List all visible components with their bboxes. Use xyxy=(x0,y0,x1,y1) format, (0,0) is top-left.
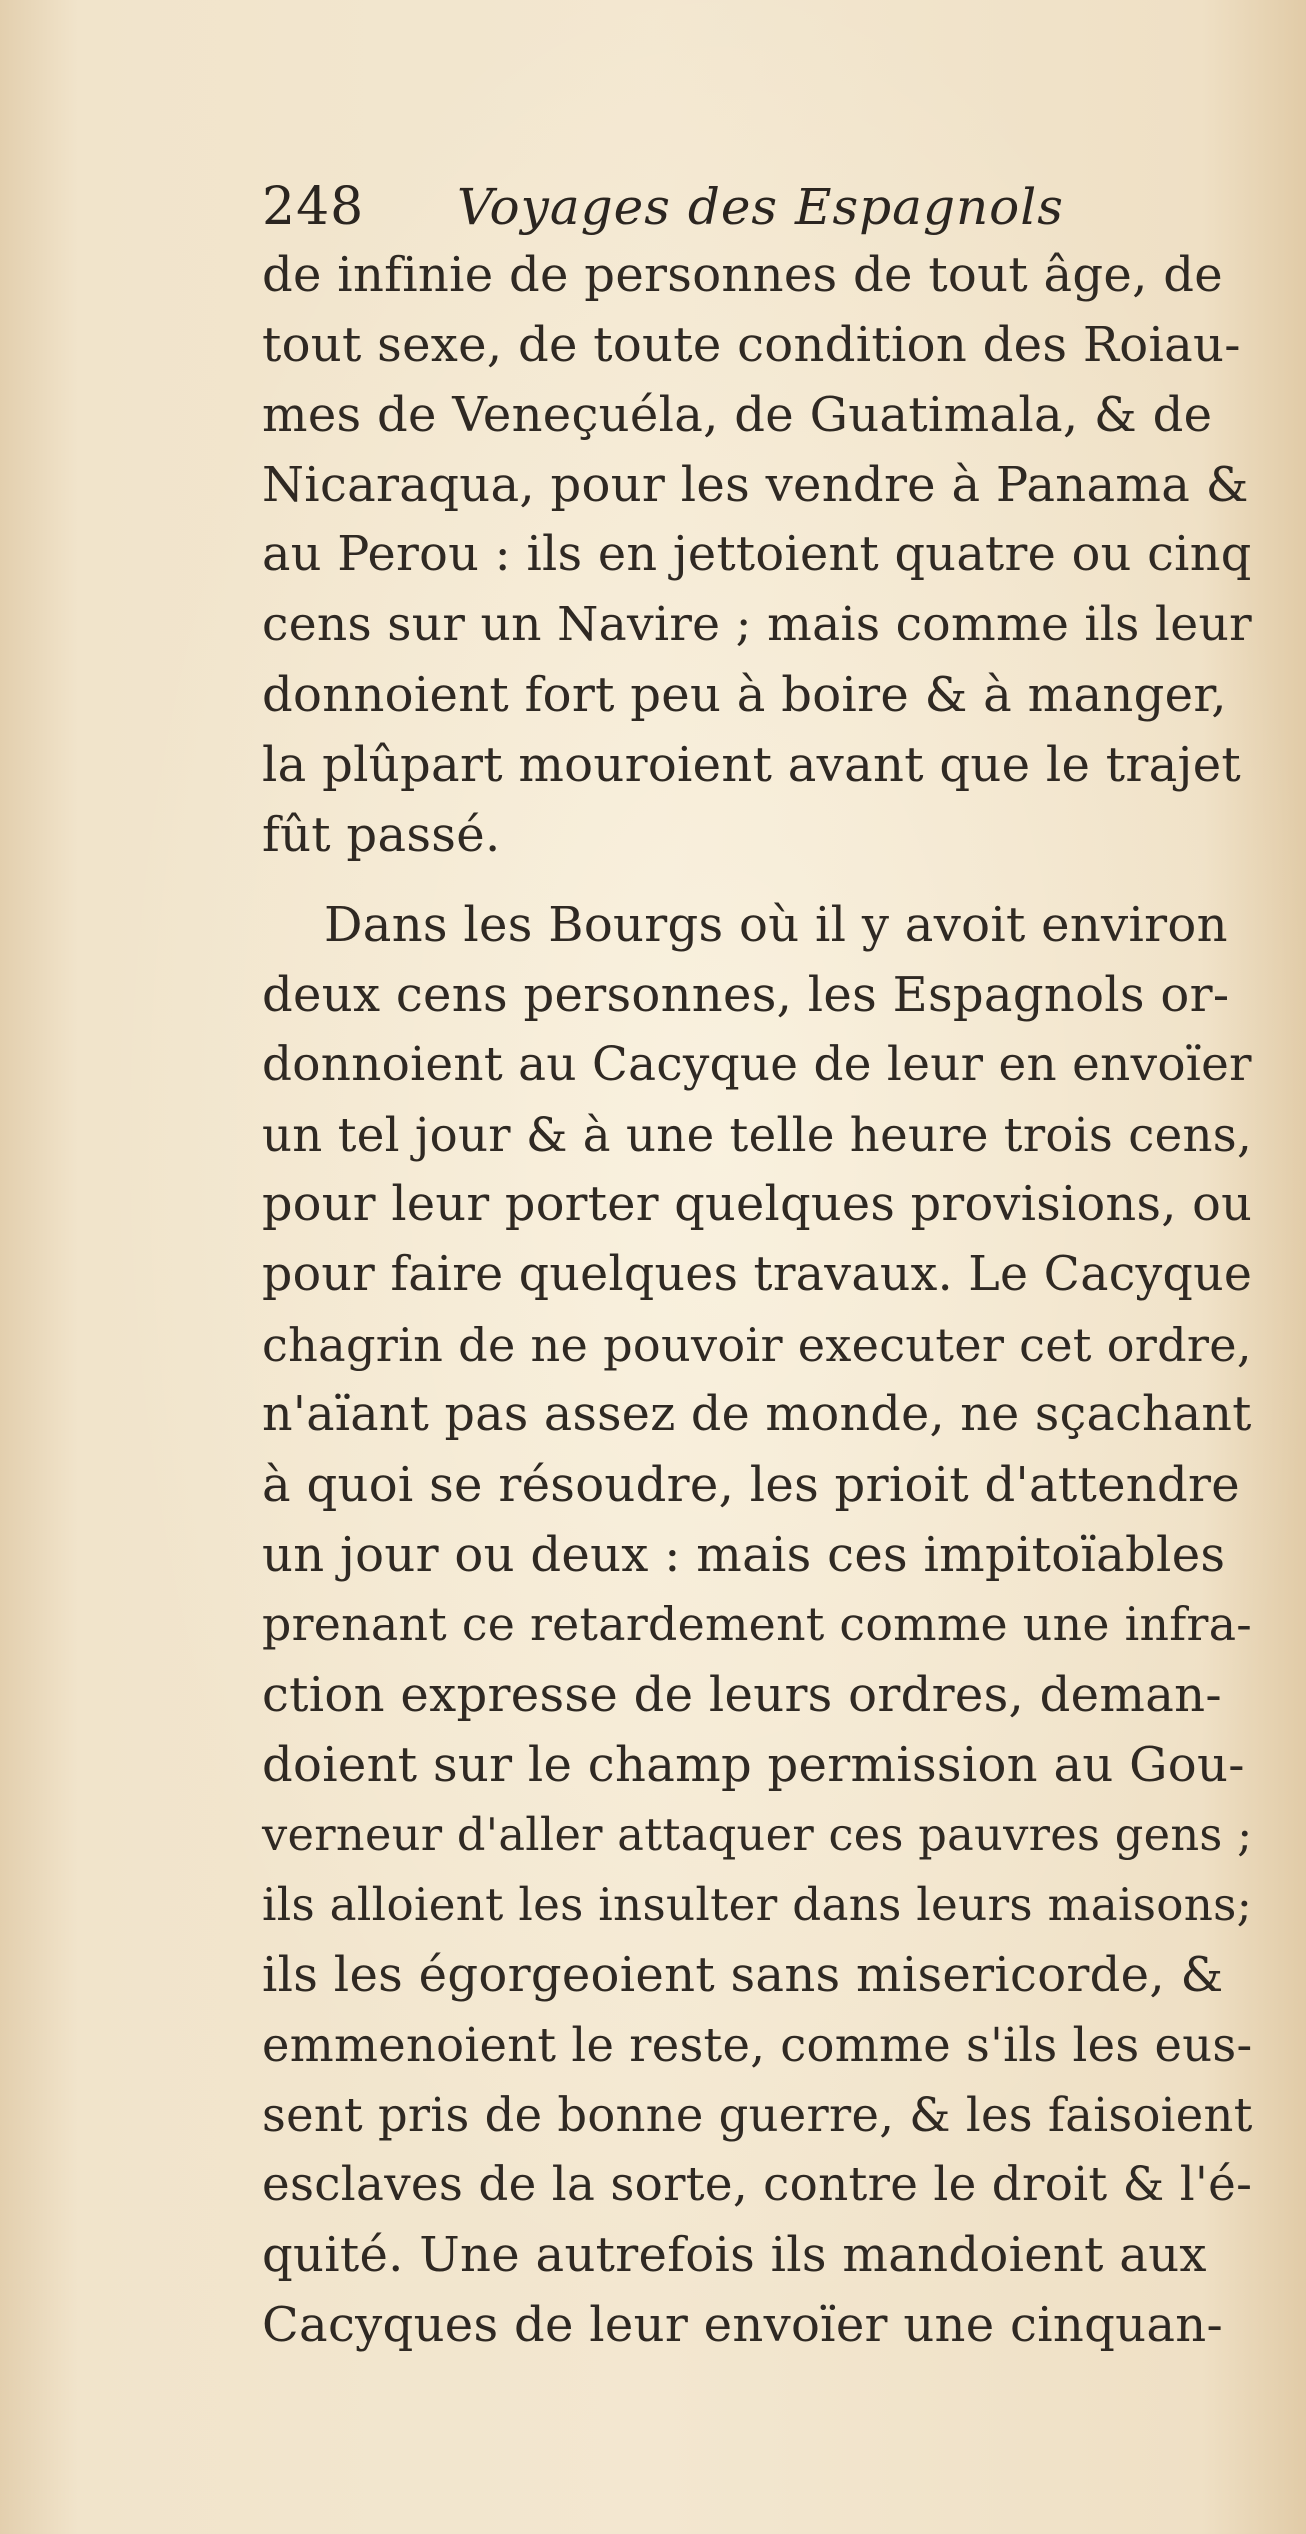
text-line: tout sexe, de toute condition des Roiau- xyxy=(262,317,1241,373)
text-line: de infinie de personnes de tout âge, de xyxy=(262,247,1223,303)
text-line: cens sur un Navire ; mais comme ils leur xyxy=(262,597,1252,652)
text-line: doient sur le champ permission au Gou- xyxy=(262,1737,1245,1793)
text-line: ils les égorgeoient sans misericorde, & xyxy=(262,1947,1224,2003)
text-line: pour leur porter quelques provisions, ou xyxy=(262,1177,1253,1232)
paragraph-first-line: Dans les Bourgs où il y avoit environ xyxy=(324,897,1228,953)
text-line: mes de Veneçuéla, de Guatimala, & de xyxy=(262,387,1213,443)
text-line: prenant ce retardement comme une infra- xyxy=(262,1598,1253,1651)
text-line: Nicaraqua, pour les vendre à Panama & xyxy=(262,457,1249,513)
text-line: n'aïant pas assez de monde, ne sçachant xyxy=(262,1387,1252,1442)
text-line: la plûpart mouroient avant que le trajet xyxy=(262,737,1242,793)
text-line: donnoient fort peu à boire & à manger, xyxy=(262,667,1227,723)
running-title: Voyages des Espagnols xyxy=(457,178,1064,236)
body-text xyxy=(262,240,1252,2390)
text-line: ction expresse de leurs ordres, deman- xyxy=(262,1667,1222,1723)
text-line: au Perou : ils en jettoient quatre ou cinq xyxy=(262,527,1252,582)
text-line: esclaves de la sorte, contre le droit & l'é- xyxy=(262,2158,1253,2212)
text-line: donnoient au Cacyque de leur en envoïer xyxy=(262,1038,1252,1092)
page-header xyxy=(262,172,1122,242)
text-line: verneur d'aller attaquer ces pauvres gens ; xyxy=(262,1809,1253,1861)
text-line: un tel jour & à une telle heure trois cens, xyxy=(262,1108,1253,1162)
text-line: chagrin de ne pouvoir executer cet ordre, xyxy=(262,1318,1252,1372)
text-line: emmenoient le reste, comme s'ils les eus- xyxy=(262,2018,1253,2072)
text-line: pour faire quelques travaux. Le Cacyque xyxy=(262,1247,1253,1302)
text-line: un jour ou deux : mais ces impitoïables xyxy=(262,1527,1226,1583)
text-line: deux cens personnes, les Espagnols or- xyxy=(262,967,1230,1023)
page-number: 248 xyxy=(262,177,365,237)
text-line: fût passé. xyxy=(262,807,501,863)
text-line: sent pris de bonne guerre, & les faisoient xyxy=(262,2088,1253,2142)
text-line: Cacyques de leur envoïer une cinquan- xyxy=(262,2297,1223,2353)
text-line: à quoi se résoudre, les prioit d'attendre xyxy=(262,1457,1240,1513)
text-line: ils alloient les insulter dans leurs maisons; xyxy=(262,1878,1253,1931)
text-line: quité. Une autrefois ils mandoient aux xyxy=(262,2227,1207,2283)
